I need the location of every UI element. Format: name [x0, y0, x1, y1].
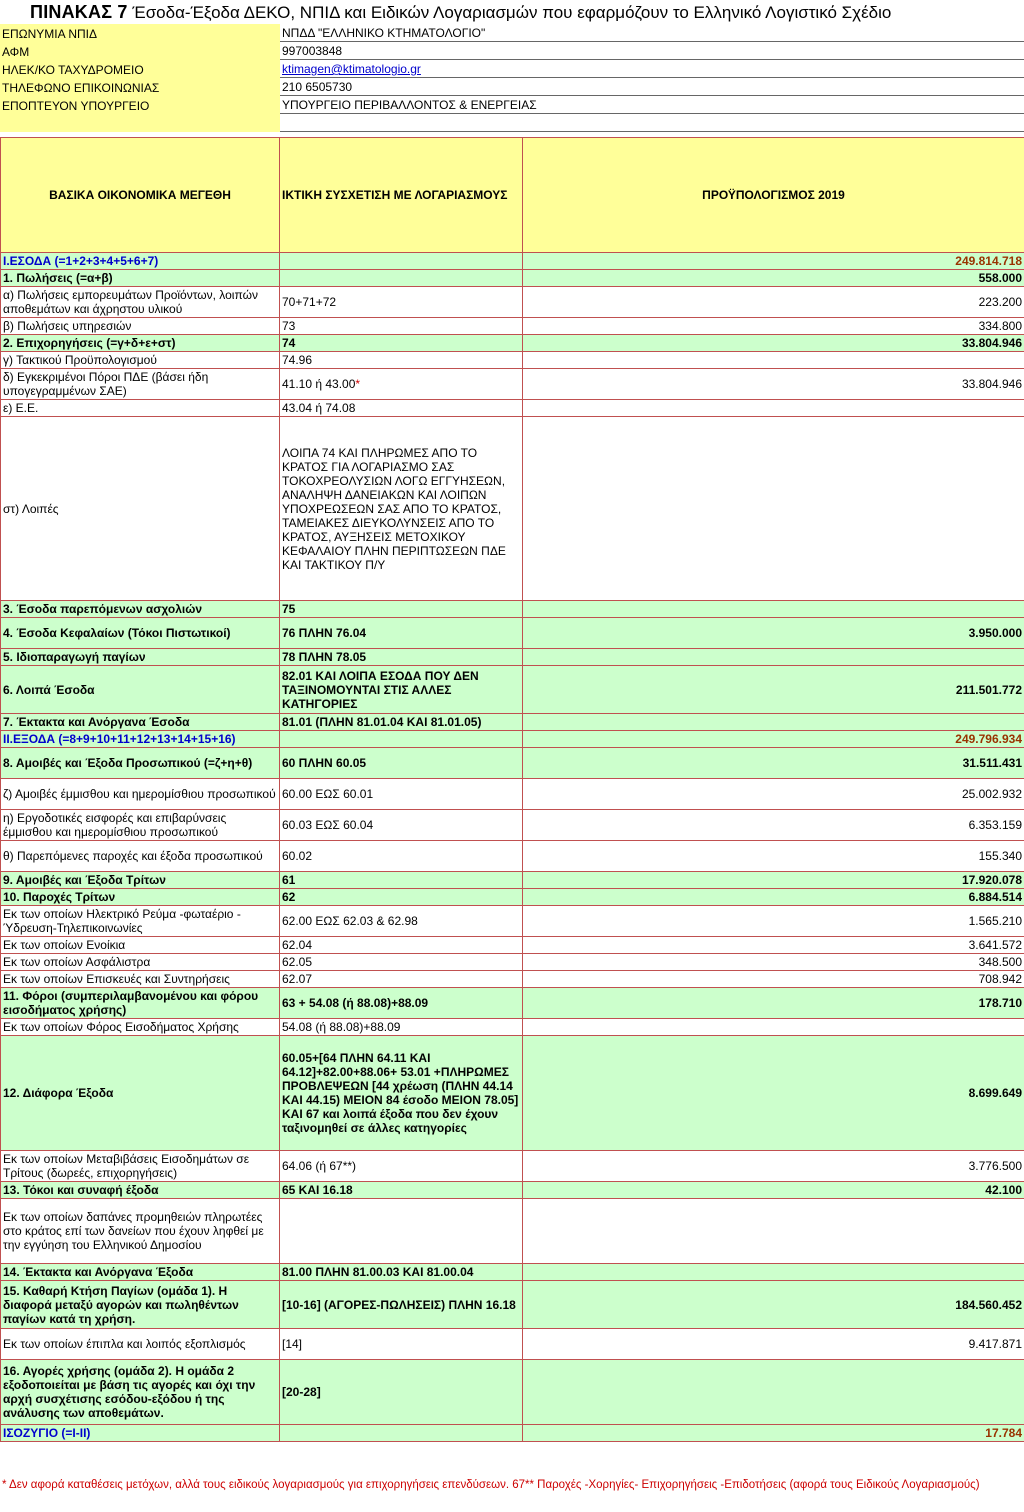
account-code-text: [20-28] [282, 1385, 321, 1399]
row-account-code [280, 1425, 523, 1442]
row-description: 8. Αμοιβές και Έξοδα Προσωπικού (=ζ+η+θ) [1, 748, 280, 779]
account-code-text: 41.10 ή 43.00 [282, 377, 356, 391]
info-row [0, 24, 1024, 42]
account-code-text: 81.00 ΠΛΗΝ 81.00.03 ΚΑΙ 81.00.04 [282, 1265, 474, 1279]
row-account-code [280, 748, 523, 779]
row-description: 6. Λοιπά Έσοδα [1, 666, 280, 714]
row-budget-value: 708.942 [523, 971, 1024, 988]
table-row [1, 714, 1024, 731]
row-description: 12. Διάφορα Έξοδα [1, 1036, 280, 1151]
account-code-text: 63 + 54.08 (ή 88.08)+88.09 [282, 996, 429, 1010]
row-account-code [280, 352, 523, 369]
row-budget-value [523, 714, 1024, 731]
entity-info-table [0, 24, 1024, 132]
account-code-text: 78 ΠΛΗΝ 78.05 [282, 650, 367, 664]
row-description: Εκ των οποίων έπιπλα και λοιπός εξοπλισμός [1, 1329, 280, 1360]
info-value: ΝΠΔΔ "ΕΛΛΗΝΙΚΟ ΚΤΗΜΑΤΟΛΟΓΙΟ" [280, 24, 1024, 42]
row-account-code [280, 779, 523, 810]
info-value [280, 60, 1024, 78]
account-code-text: 75 [282, 602, 296, 616]
table-row [1, 1281, 1024, 1329]
row-description: 13. Τόκοι και συναφή έξοδα [1, 1182, 280, 1199]
account-code-text: 60.02 [282, 849, 313, 863]
table-row [1, 1151, 1024, 1182]
header-financial-items: ΒΑΣΙΚΑ ΟΙΚΟΝΟΜΙΚΑ ΜΕΓΕΘΗ [1, 138, 280, 253]
account-code-text: 60.03 ΕΩΣ 60.04 [282, 818, 374, 832]
table-row [1, 400, 1024, 417]
row-description: Εκ των οποίων δαπάνες προμηθειών πληρωτέες στο κράτος επί των δανείων που έχουν ληφθεί με την εγγύηση του Ελληνικού Δημοσίου [1, 1199, 280, 1264]
table-row [1, 906, 1024, 937]
table-row [1, 335, 1024, 352]
row-budget-value [523, 352, 1024, 369]
email-link[interactable]: ktimagen@ktimatologio.gr [282, 62, 421, 76]
title-text: Έσοδα-Έξοδα ΔΕΚΟ, ΝΠΙΔ και Ειδικών Λογαριασμών που εφαρμόζουν το Ελληνικό Λογιστικό Σχέδιο [132, 3, 892, 22]
row-description: α) Πωλήσεις εμπορευμάτων Προϊόντων, λοιπών αποθεμάτων και άχρηστου υλικού [1, 287, 280, 318]
row-description: 5. Ιδιοπαραγωγή παγίων [1, 649, 280, 666]
row-account-code [280, 1036, 523, 1151]
table-row [1, 841, 1024, 872]
row-budget-value: 33.804.946 [523, 335, 1024, 352]
account-code-text: 54.08 (ή 88.08)+88.09 [282, 1020, 401, 1034]
row-budget-value: 17.920.078 [523, 872, 1024, 889]
row-description: η) Εργοδοτικές εισφορές και επιβαρύνσεις έμμισθου και ημερομίσθιου προσωπικού [1, 810, 280, 841]
row-account-code [280, 400, 523, 417]
account-code-text: 62.05 [282, 955, 313, 969]
info-row [0, 96, 1024, 114]
header-account-mapping: ΙΚΤΙΚΗ ΣΥΣΧΕΤΙΣΗ ΜΕ ΛΟΓΑΡΙΑΣΜΟΥΣ [280, 138, 523, 253]
row-account-code [280, 1329, 523, 1360]
row-budget-value: 3.950.000 [523, 618, 1024, 649]
table-row [1, 937, 1024, 954]
row-account-code [280, 318, 523, 335]
row-description: ΙΣΟΖΥΓΙΟ (=Ι-ΙΙ) [1, 1425, 280, 1442]
row-account-code [280, 872, 523, 889]
row-budget-value [523, 417, 1024, 601]
row-account-code [280, 971, 523, 988]
row-budget-value [523, 1199, 1024, 1264]
row-description: 16. Αγορές χρήσης (ομάδα 2). Η ομάδα 2 εξοδοποιείται με βάση τις αγορές και όχι την αρχή συσχέτισης εσόδου-εξόδου ή της ανάλυσης των αποθεμάτων. [1, 1360, 280, 1425]
row-account-code [280, 954, 523, 971]
table-row [1, 270, 1024, 287]
table-row [1, 1329, 1024, 1360]
budget-table [0, 137, 1024, 1442]
table-row [1, 954, 1024, 971]
row-account-code [280, 988, 523, 1019]
row-budget-value [523, 1019, 1024, 1036]
info-row [0, 42, 1024, 60]
row-description: Εκ των οποίων Ασφάλιστρα [1, 954, 280, 971]
account-code-text: 74 [282, 336, 296, 350]
info-row [0, 60, 1024, 78]
account-code-text: 76 ΠΛΗΝ 76.04 [282, 626, 367, 640]
row-description: 4. Έσοδα Κεφαλαίων (Τόκοι Πιστωτικοί) [1, 618, 280, 649]
row-account-code [280, 270, 523, 287]
table-row [1, 649, 1024, 666]
row-description: Εκ των οποίων Φόρος Εισοδήματος Χρήσης [1, 1019, 280, 1036]
account-code-text: 74.96 [282, 353, 313, 367]
account-code-text: 62.00 ΕΩΣ 62.03 & 62.98 [282, 914, 418, 928]
row-budget-value: 42.100 [523, 1182, 1024, 1199]
table-row [1, 369, 1024, 400]
footnote: * Δεν αφορά καταθέσεις μετόχων, αλλά τους ειδικούς λογαριασμούς για επιχορηγήσεις επενδύσεων. 67** Παροχές -Χορηγίες- Επιχορηγήσεις -Επιδοτήσεις (αφορά τους Ειδικούς Λογαριασμούς) [2, 1479, 980, 1491]
row-account-code [280, 731, 523, 748]
table-row [1, 1425, 1024, 1442]
table-body [1, 253, 1024, 1442]
row-account-code [280, 417, 523, 601]
account-code-text: 62.04 [282, 938, 313, 952]
table-row [1, 1199, 1024, 1264]
account-code-text: ΛΟΙΠΑ 74 ΚΑΙ ΠΛΗΡΩΜΕΣ ΑΠΟ ΤΟ ΚΡΑΤΟΣ ΓΙΑ ΛΟΓΑΡΙΑΣΜΟ ΣΑΣ ΤΟΚΟΧΡΕΟΛΥΣΙΩΝ ΛΟΓΩ ΕΓΓΥΗΣΕΩΝ, ΑΝΑΛΗΨΗ ΔΑΝΕΙΑΚΩΝ ΚΑΙ ΛΟΙΠΩΝ ΥΠΟΧΡΕΩΣΕΩΝ ΣΑΣ ΑΠΟ ΤΟ ΚΡΑΤΟΣ, ΤΑΜΕΙΑΚΕΣ ΔΙΕΥΚΟΛΥΝΣΕΙΣ ΑΠΟ ΤΟ ΚΡΑΤΟΣ, ΑΥΞΗΣΕΙΣ ΜΕΤΟΧΙΚΟΥ ΚΕΦΑΛΑΙΟΥ ΠΛΗΝ ΠΕΡΙΠΤΩΣΕΩΝ ΠΔΕ ΚΑΙ ΤΑΚΤΙΚΟΥ Π/Υ [282, 445, 506, 572]
footnote-marker: * [355, 377, 361, 391]
row-budget-value: 223.200 [523, 287, 1024, 318]
account-code-text: [10-16] (ΑΓΟΡΕΣ-ΠΩΛΗΣΕΙΣ) ΠΛΗΝ 16.18 [282, 1297, 516, 1312]
row-account-code [280, 1019, 523, 1036]
row-description: 11. Φόροι (συμπεριλαμβανομένου και φόρου εισοδήματος χρήσης) [1, 988, 280, 1019]
row-account-code [280, 287, 523, 318]
account-code-text: 60 ΠΛΗΝ 60.05 [282, 756, 367, 770]
row-budget-value: 3.641.572 [523, 937, 1024, 954]
table-row [1, 779, 1024, 810]
table-row [1, 1019, 1024, 1036]
account-code-text: 61 [282, 873, 296, 887]
table-row [1, 601, 1024, 618]
account-code-text: 65 ΚΑΙ 16.18 [282, 1183, 353, 1197]
row-budget-value [523, 649, 1024, 666]
row-description: 1. Πωλήσεις (=α+β) [1, 270, 280, 287]
row-budget-value: 558.000 [523, 270, 1024, 287]
row-budget-value: 6.884.514 [523, 889, 1024, 906]
row-budget-value: 348.500 [523, 954, 1024, 971]
row-budget-value: 9.417.871 [523, 1329, 1024, 1360]
row-budget-value [523, 601, 1024, 618]
row-description: δ) Εγκεκριμένοι Πόροι ΠΔΕ (βάσει ήδη υπογεγραμμένων ΣΑΕ) [1, 369, 280, 400]
row-description: Ι.ΕΣΟΔΑ (=1+2+3+4+5+6+7) [1, 253, 280, 270]
table-row [1, 872, 1024, 889]
row-budget-value: 6.353.159 [523, 810, 1024, 841]
table-row [1, 666, 1024, 714]
row-description: ε) Ε.Ε. [1, 400, 280, 417]
row-account-code [280, 1182, 523, 1199]
table-row [1, 618, 1024, 649]
table-row [1, 810, 1024, 841]
account-code-text: [14] [282, 1337, 303, 1351]
row-budget-value: 178.710 [523, 988, 1024, 1019]
row-account-code [280, 369, 523, 400]
row-account-code [280, 666, 523, 714]
row-account-code [280, 1151, 523, 1182]
row-description: θ) Παρεπόμενες παροχές και έξοδα προσωπικού [1, 841, 280, 872]
table-row [1, 318, 1024, 335]
header-budget-2019: ΠΡΟΫΠΟΛΟΓΙΣΜΟΣ 2019 [523, 138, 1024, 253]
row-account-code [280, 889, 523, 906]
info-key: ΕΠΩΝΥΜΙΑ ΝΠΙΔ [0, 24, 280, 42]
row-description: 7. Έκτακτα και Ανόργανα Έσοδα [1, 714, 280, 731]
row-description: Εκ των οποίων Επισκευές και Συντηρήσεις [1, 971, 280, 988]
account-code-text: 73 [282, 319, 296, 333]
header-row [1, 138, 1024, 253]
row-description: ζ) Αμοιβές έμμισθου και ημερομίσθιου προσωπικού [1, 779, 280, 810]
info-key: ΗΛΕΚ/ΚΟ ΤΑΧΥΔΡΟΜΕΙΟ [0, 60, 280, 78]
row-account-code [280, 1199, 523, 1264]
info-value: ΥΠΟΥΡΓΕΙΟ ΠΕΡΙΒΑΛΛΟΝΤΟΣ & ΕΝΕΡΓΕΙΑΣ [280, 96, 1024, 114]
row-description: 3. Έσοδα παρεπόμενων ασχολιών [1, 601, 280, 618]
row-description: στ) Λοιπές [1, 417, 280, 601]
row-budget-value [523, 1264, 1024, 1281]
row-budget-value [523, 1360, 1024, 1425]
account-code-text: 43.04 ή 74.08 [282, 401, 356, 415]
row-account-code [280, 335, 523, 352]
row-account-code [280, 937, 523, 954]
account-code-text: 62 [282, 890, 296, 904]
row-account-code [280, 618, 523, 649]
account-code-text: 82.01 ΚΑΙ ΛΟΙΠΑ ΕΣΟΔΑ ΠΟΥ ΔΕΝ ΤΑΞΙΝΟΜΟΥΝΤΑΙ ΣΤΙΣ ΑΛΛΕΣ ΚΑΤΗΓΟΡΙΕΣ [282, 668, 479, 711]
table-row [1, 417, 1024, 601]
row-account-code [280, 649, 523, 666]
row-description: 15. Καθαρή Κτήση Παγίων (ομάδα 1). Η διαφορά μεταξύ αγορών και πωληθέντων παγίων κατά τη χρήση. [1, 1281, 280, 1329]
row-description: Εκ των οποίων Ηλεκτρικό Ρεύμα -φωταέριο - Ύδρευση-Τηλεπικοινωνίες [1, 906, 280, 937]
row-account-code [280, 1281, 523, 1329]
row-description: 2. Επιχορηγήσεις (=γ+δ+ε+στ) [1, 335, 280, 352]
row-budget-value: 31.511.431 [523, 748, 1024, 779]
row-account-code [280, 841, 523, 872]
table-row [1, 253, 1024, 270]
info-value: 210 6505730 [280, 78, 1024, 96]
table-row [1, 748, 1024, 779]
row-budget-value: 8.699.649 [523, 1036, 1024, 1151]
row-budget-value: 249.796.934 [523, 731, 1024, 748]
table-row [1, 352, 1024, 369]
account-code-text: 60.00 ΕΩΣ 60.01 [282, 787, 374, 801]
account-code-text: 62.07 [282, 972, 313, 986]
row-description: β) Πωλήσεις υπηρεσιών [1, 318, 280, 335]
row-account-code [280, 253, 523, 270]
table-row [1, 731, 1024, 748]
row-budget-value: 1.565.210 [523, 906, 1024, 937]
row-budget-value: 3.776.500 [523, 1151, 1024, 1182]
info-key: ΕΠΟΠΤΕΥΟΝ ΥΠΟΥΡΓΕΙΟ [0, 96, 280, 114]
row-budget-value: 25.002.932 [523, 779, 1024, 810]
row-budget-value: 17.784 [523, 1425, 1024, 1442]
table-row [1, 971, 1024, 988]
title-prefix: ΠΙΝΑΚΑΣ 7 [30, 2, 128, 22]
row-description: Εκ των οποίων Ενοίκια [1, 937, 280, 954]
table-row [1, 889, 1024, 906]
row-account-code [280, 714, 523, 731]
account-code-text: 64.06 (ή 67**) [282, 1159, 357, 1173]
row-budget-value: 334.800 [523, 318, 1024, 335]
row-account-code [280, 1264, 523, 1281]
row-description: 14. Έκτακτα και Ανόργανα Έξοδα [1, 1264, 280, 1281]
row-description: Εκ των οποίων Μεταβιβάσεις Εισοδημάτων σε Τρίτους (δωρεές, επιχορηγήσεις) [1, 1151, 280, 1182]
row-budget-value [523, 400, 1024, 417]
table-row [1, 1360, 1024, 1425]
row-budget-value: 249.814.718 [523, 253, 1024, 270]
row-budget-value: 211.501.772 [523, 666, 1024, 714]
account-code-text: 60.05+[64 ΠΛΗΝ 64.11 ΚΑΙ 64.12]+82.00+88.06+ 53.01 +ΠΛΗΡΩΜΕΣ ΠΡΟΒΛΕΨΕΩΝ [44 χρέωση (ΠΛΗΝ 44.14 ΚΑΙ 44.15) ΜΕΙΟΝ 84 έσοδο ΜΕΙΟΝ 78.05] ΚΑΙ 67 και λοιπά έξοδα που δεν έχουν ταξινομηθεί σε άλλες κατηγορίες [282, 1051, 519, 1135]
table-row [1, 287, 1024, 318]
row-budget-value: 184.560.452 [523, 1281, 1024, 1329]
row-description: ΙΙ.ΕΞΟΔΑ (=8+9+10+11+12+13+14+15+16) [1, 731, 280, 748]
account-code-text: 70+71+72 [282, 295, 337, 309]
row-description: 9. Αμοιβές και Έξοδα Τρίτων [1, 872, 280, 889]
row-budget-value: 155.340 [523, 841, 1024, 872]
row-account-code [280, 906, 523, 937]
info-key: ΑΦΜ [0, 42, 280, 60]
table-row [1, 1264, 1024, 1281]
row-description: γ) Τακτικού Προϋπολογισμού [1, 352, 280, 369]
row-account-code [280, 810, 523, 841]
table-row [1, 1182, 1024, 1199]
info-blank-row [0, 114, 1024, 132]
table-row [1, 988, 1024, 1019]
info-row [0, 78, 1024, 96]
row-description: 10. Παροχές Τρίτων [1, 889, 280, 906]
row-budget-value: 33.804.946 [523, 369, 1024, 400]
info-value: 997003848 [280, 42, 1024, 60]
page-title [0, 0, 1024, 24]
row-account-code [280, 601, 523, 618]
row-account-code [280, 1360, 523, 1425]
account-code-text: 81.01 (ΠΛΗΝ 81.01.04 ΚΑΙ 81.01.05) [282, 715, 482, 729]
table-row [1, 1036, 1024, 1151]
info-key: ΤΗΛΕΦΩΝΟ ΕΠΙΚΟΙΝΩΝΙΑΣ [0, 78, 280, 96]
